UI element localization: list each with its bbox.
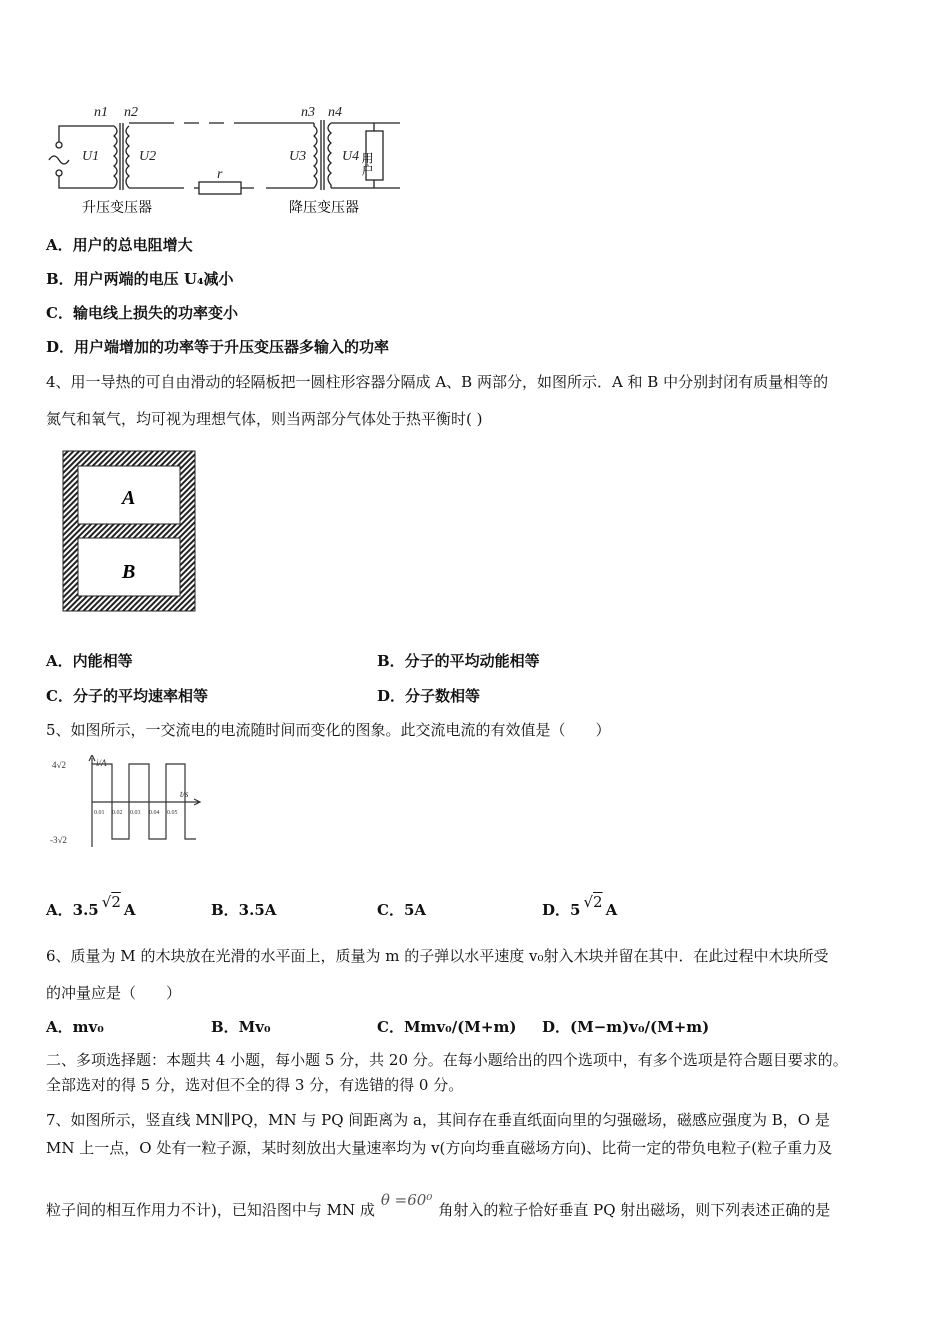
label-r: r <box>217 167 223 182</box>
label-u1: U1 <box>82 149 100 164</box>
q5-option-a: A．3.5 √2 A <box>46 893 136 919</box>
q4-option-a: A．内能相等 <box>46 652 133 670</box>
label-a: A <box>122 487 136 509</box>
tick-label: 0.02 <box>112 810 123 816</box>
label-n1: n1 <box>94 105 108 120</box>
q6-option-b: B．Mv₀ <box>211 1018 271 1036</box>
q6-option-d: D．(M−m)v₀/(M+m) <box>542 1018 710 1036</box>
label-n3: n3 <box>301 105 315 120</box>
tick-label: 0.01 <box>94 810 105 816</box>
section2-heading-line2: 全部选对的得 5 分，选对但不全的得 3 分，有选错的得 0 分。 <box>46 1076 464 1094</box>
y-min-label: -3√2 <box>50 835 67 845</box>
tick-label: 0.03 <box>130 810 141 816</box>
label-u2: U2 <box>139 149 157 164</box>
q7-stem-line2: MN 上一点，O 处有一粒子源，某时刻放出大量速率均为 v(方向均垂直磁场方向)、比荷一定的带负电粒子(粒子重力及 <box>46 1139 833 1157</box>
label-u3: U3 <box>289 149 307 164</box>
label-b: B <box>122 561 136 583</box>
y-axis-label: i/A <box>96 758 107 768</box>
q4-option-c: C．分子的平均速率相等 <box>46 687 208 705</box>
q4-stem-line2: 氮气和氧气，均可视为理想气体，则当两部分气体处于热平衡时( ) <box>46 410 483 428</box>
label-n4: n4 <box>328 105 342 120</box>
q3-option-a: A．用户的总电阻增大 <box>46 236 193 254</box>
q3-option-d: D．用户端增加的功率等于升压变压器多输入的功率 <box>46 338 390 356</box>
q4-option-b: B．分子的平均动能相等 <box>377 652 540 670</box>
q4-option-d: D．分子数相等 <box>377 687 481 705</box>
q7-stem-line1: 7、如图所示，竖直线 MN∥PQ，MN 与 PQ 间距离为 a，其间存在垂直纸面向里的匀强磁场，磁感应强度为 B，O 是 <box>46 1111 830 1129</box>
label-step-up: 升压变压器 <box>82 201 152 216</box>
q6-option-c: C．Mmv₀/(M+m) <box>377 1018 517 1036</box>
q5-option-b: B．3.5A <box>211 901 277 919</box>
q3-option-b: B．用户两端的电压 U₄减小 <box>46 270 234 288</box>
q5-option-d: D．5 √2 A <box>542 893 618 919</box>
q5-option-c: C．5A <box>377 901 427 919</box>
label-n2: n2 <box>124 105 138 120</box>
label-u4: U4 <box>342 149 360 164</box>
q6-stem-line1: 6、质量为 M 的木块放在光滑的水平面上，质量为 m 的子弹以水平速度 v₀射入木块并留在其中．在此过程中木块所受 <box>46 947 829 965</box>
q6-stem-line2: 的冲量应是（ ） <box>46 984 182 1002</box>
tick-label: 0.04 <box>149 810 160 816</box>
y-max-label: 4√2 <box>52 760 66 770</box>
q4-stem-line1: 4、用一导热的可自由滑动的轻隔板把一圆柱形容器分隔成 A、B 两部分，如图所示．A 和 B 中分别封闭有质量相等的 <box>46 373 829 391</box>
container-figure <box>62 450 196 612</box>
q3-option-c: C．输电线上损失的功率变小 <box>46 304 238 322</box>
current-time-chart <box>44 755 204 850</box>
section2-heading-line1: 二、多项选择题：本题共 4 小题，每小题 5 分，共 20 分。在每小题给出的四个选项中，有多个选项是符合题目要求的。 <box>46 1051 848 1069</box>
q6-option-a: A．mv₀ <box>46 1018 104 1036</box>
label-user: 用户 <box>360 152 374 176</box>
label-step-down: 降压变压器 <box>289 201 359 216</box>
transmission-circuit-figure <box>44 98 404 218</box>
theta-formula: θ =60⁰ <box>380 1191 433 1209</box>
x-axis-label: t/s <box>180 789 189 799</box>
q5-stem: 5、如图所示，一交流电的电流随时间而变化的图象。此交流电流的有效值是（ ） <box>46 721 611 739</box>
q7-stem-line3: 粒子间的相互作用力不计)，已知沿图中与 MN 成θ =60⁰角射入的粒子恰好垂直 PQ 射出磁场，则下列表述正确的是 <box>46 1191 831 1219</box>
tick-label: 0.05 <box>167 810 178 816</box>
